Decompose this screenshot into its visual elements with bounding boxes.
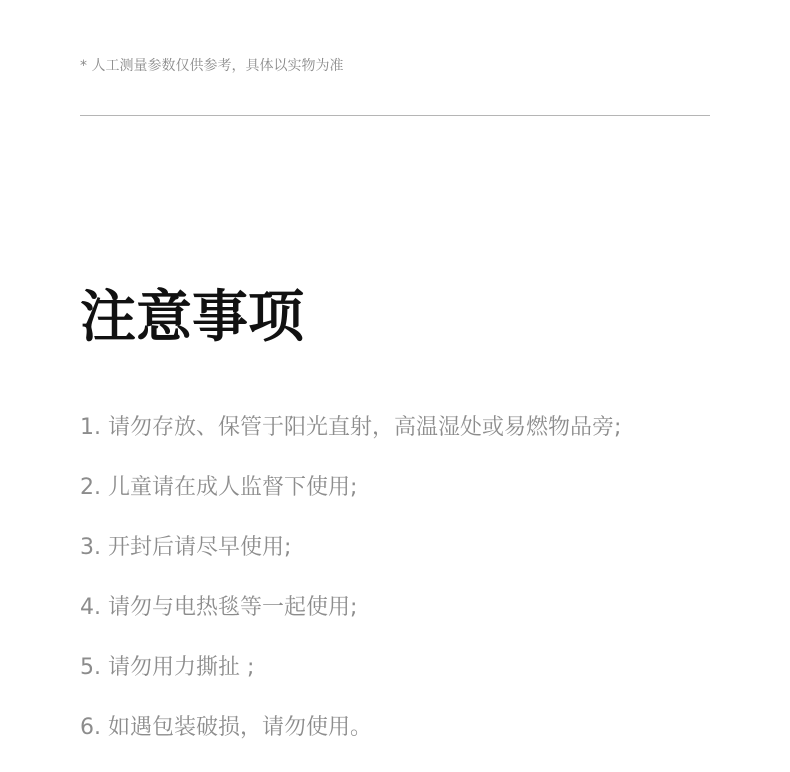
caution-item: 3. 开封后请尽早使用;	[80, 535, 292, 560]
caution-item: 6. 如遇包装破损，请勿使用。	[80, 715, 372, 740]
caution-item: 1. 请勿存放、保管于阳光直射，高温湿处或易燃物品旁;	[80, 415, 622, 440]
caution-list	[80, 408, 740, 768]
measurement-disclaimer: * 人工测量参数仅供参考，具体以实物为准	[80, 58, 344, 74]
caution-item: 2. 儿童请在成人监督下使用;	[80, 475, 358, 500]
caution-item: 5. 请勿用力撕扯 ;	[80, 655, 255, 680]
section-divider	[80, 115, 710, 116]
caution-item: 4. 请勿与电热毯等一起使用;	[80, 595, 358, 620]
section-title: 注意事项	[80, 285, 304, 350]
